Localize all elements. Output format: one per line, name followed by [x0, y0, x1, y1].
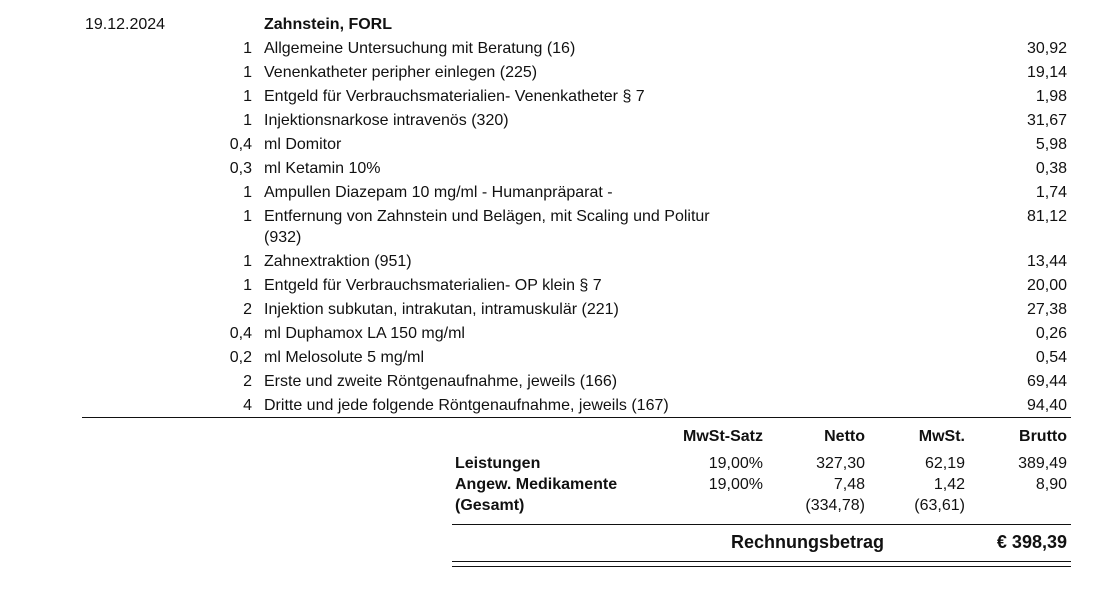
summary-net-leistungen: 327,30 — [816, 455, 865, 472]
header-vat: MwSt. — [918, 428, 965, 445]
header-rate: MwSt-Satz — [683, 428, 763, 445]
summary-net-gesamt: (334,78) — [805, 497, 865, 514]
summary-gross-medikamente: 8,90 — [1035, 476, 1067, 493]
line-item-description: ml Domitor — [264, 136, 342, 153]
line-item-description: Venenkatheter peripher einlegen (225) — [264, 64, 538, 81]
line-item-description: ml Ketamin 10% — [264, 160, 381, 177]
line-item-description-continued: (932) — [264, 229, 302, 246]
header-net: Netto — [824, 428, 865, 445]
line-item-description: Entgeld für Verbrauchsmaterialien- Venenkatheter § 7 — [264, 88, 645, 105]
line-item-amount: 30,92 — [1026, 40, 1067, 57]
line-item-qty: 1 — [243, 40, 252, 57]
line-item-qty: 1 — [243, 64, 252, 81]
line-item-amount: 81,12 — [1026, 208, 1067, 225]
summary-vat-medikamente: 1,42 — [933, 476, 965, 493]
summary-label-gesamt: (Gesamt) — [455, 497, 525, 514]
summary-label-medikamente: Angew. Medikamente — [455, 476, 618, 493]
invoice-date: 19.12.2024 — [85, 16, 166, 33]
line-item-amount: 0,54 — [1035, 349, 1067, 366]
summary-vat-leistungen: 62,19 — [924, 455, 965, 472]
line-item-qty: 1 — [243, 208, 252, 225]
line-item-qty: 2 — [243, 373, 252, 390]
line-item-qty: 0,4 — [229, 136, 252, 153]
line-item-description: Zahnextraktion (951) — [264, 253, 412, 270]
summary-rate-leistungen: 19,00% — [708, 455, 763, 472]
line-item-amount: 5,98 — [1035, 136, 1067, 153]
summary-gross-leistungen: 389,49 — [1018, 455, 1067, 472]
line-item-qty: 1 — [243, 112, 252, 129]
total-value: € 398,39 — [996, 532, 1067, 552]
line-item-qty: 0,4 — [229, 325, 252, 342]
summary-net-medikamente: 7,48 — [833, 476, 865, 493]
line-item-qty: 0,2 — [229, 349, 252, 366]
line-item-description: Dritte und jede folgende Röntgenaufnahme, jeweils (167) — [264, 397, 669, 414]
total-double-rule-2 — [452, 566, 1071, 567]
total-top-rule — [452, 524, 1071, 525]
header-gross: Brutto — [1019, 428, 1067, 445]
summary-rate-medikamente: 19,00% — [708, 476, 763, 493]
line-item-qty: 1 — [243, 277, 252, 294]
line-item-description: Entfernung von Zahnstein und Belägen, mit Scaling und Politur — [264, 208, 710, 225]
line-item-description: Entgeld für Verbrauchsmaterialien- OP klein § 7 — [264, 277, 602, 294]
line-item-amount: 1,98 — [1035, 88, 1067, 105]
total-label: Rechnungsbetrag — [731, 532, 885, 552]
line-item-description: ml Duphamox LA 150 mg/ml — [264, 325, 465, 342]
line-item-amount: 19,14 — [1026, 64, 1067, 81]
line-item-qty: 1 — [243, 184, 252, 201]
line-item-qty: 4 — [243, 397, 252, 414]
line-item-amount: 20,00 — [1026, 277, 1067, 294]
line-item-amount: 69,44 — [1026, 373, 1067, 390]
line-item-description: Ampullen Diazepam 10 mg/ml - Humanpräparat - — [264, 184, 613, 201]
section-heading: Zahnstein, FORL — [264, 16, 392, 33]
line-item-description: Injektion subkutan, intrakutan, intramuskulär (221) — [264, 301, 619, 318]
line-item-amount: 1,74 — [1035, 184, 1067, 201]
summary-vat-gesamt: (63,61) — [914, 497, 965, 514]
total-double-rule-1 — [452, 561, 1071, 562]
line-item-qty: 0,3 — [229, 160, 252, 177]
summary-label-leistungen: Leistungen — [455, 455, 541, 472]
line-item-amount: 0,38 — [1035, 160, 1067, 177]
line-item-amount: 94,40 — [1026, 397, 1067, 414]
line-item-description: ml Melosolute 5 mg/ml — [264, 349, 425, 366]
line-item-description: Allgemeine Untersuchung mit Beratung (16) — [264, 40, 576, 57]
line-item-amount: 31,67 — [1026, 112, 1067, 129]
line-item-description: Injektionsnarkose intravenös (320) — [264, 112, 509, 129]
line-item-amount: 13,44 — [1026, 253, 1067, 270]
line-item-qty: 1 — [243, 253, 252, 270]
line-item-amount: 27,38 — [1026, 301, 1067, 318]
line-item-qty: 2 — [243, 301, 252, 318]
line-item-qty: 1 — [243, 88, 252, 105]
line-item-description: Erste und zweite Röntgenaufnahme, jeweils (166) — [264, 373, 618, 390]
items-divider — [82, 417, 1071, 418]
line-item-amount: 0,26 — [1035, 325, 1067, 342]
